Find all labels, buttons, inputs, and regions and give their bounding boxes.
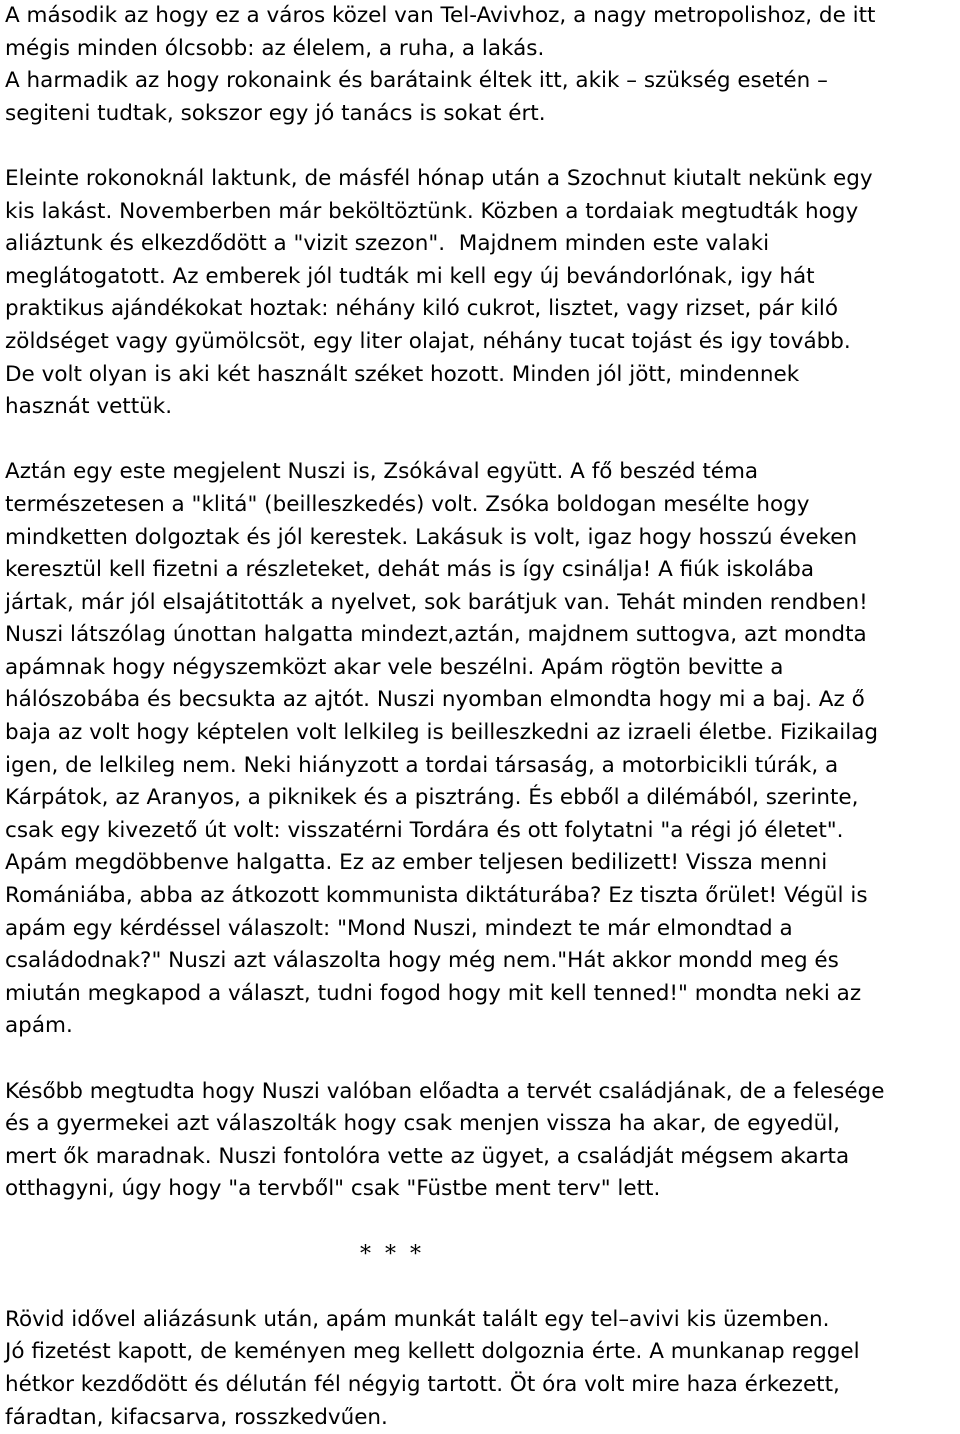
text-line: fáradtan, kifacsarva, rosszkedvűen. xyxy=(5,1404,388,1430)
text-line: A harmadik az hogy rokonaink és barátaink éltek itt, akik – szükség esetén – xyxy=(5,68,828,94)
text-line: apámnak hogy négyszemközt akar vele beszélni. Apám rögtön bevitte a xyxy=(5,654,784,680)
paragraph-reasons xyxy=(5,0,957,130)
text-line: Jó fizetést kapott, de keményen meg kellett dolgoznia érte. A munkanap reggel xyxy=(5,1339,860,1365)
text-line: apám. xyxy=(5,1013,73,1039)
text-line: mégis minden ólcsobb: az élelem, a ruha, a lakás. xyxy=(5,35,545,61)
text-line: keresztül kell fizetni a részleteket, dehát más is így csinálja! A fiúk iskolába xyxy=(5,557,815,583)
text-line: hálószobába és becsukta az ajtót. Nuszi nyomban elmondta hogy mi a baj. Az ő xyxy=(5,687,865,713)
text-line: aliáztunk és elkezdődött a "vizit szezon". Majdnem minden este valaki xyxy=(5,231,770,257)
text-line: baja az volt hogy képtelen volt lelkileg is beilleszkedni az izraeli életbe. Fizikailag xyxy=(5,720,879,746)
paragraph-gap xyxy=(5,424,957,457)
text-line: Később megtudta hogy Nuszi valóban előadta a tervét családjának, de a felesége xyxy=(5,1078,885,1104)
paragraph-gap xyxy=(5,1271,957,1304)
text-line: Rövid idővel aliázásunk után, apám munkát talált egy tel–avivi kis üzemben. xyxy=(5,1306,830,1332)
text-line: igen, de lelkileg nem. Neki hiányzott a tordai társaság, a motorbicikli túrák, a xyxy=(5,752,839,778)
text-line: mert ők maradnak. Nuszi fontolóra vette az ügyet, a családját mégsem akarta xyxy=(5,1143,850,1169)
text-line: hétkor kezdődött és délután fél négyig tartott. Öt óra volt mire haza érkezett, xyxy=(5,1371,840,1397)
paragraph-fathers-job xyxy=(5,1304,957,1434)
text-line: De volt olyan is aki két használt széket hozott. Minden jól jött, mindennek xyxy=(5,361,800,387)
text-line: Aztán egy este megjelent Nuszi is, Zsókával együtt. A fő beszéd téma xyxy=(5,459,759,485)
paragraph-gap xyxy=(5,130,957,163)
text-line: hasznát vettük. xyxy=(5,394,173,420)
paragraph-plan-outcome xyxy=(5,1076,957,1206)
text-line: miután megkapod a választ, tudni fogod hogy mit kell tenned!" mondta neki az xyxy=(5,980,862,1006)
text-line: Kárpátok, az Aranyos, a piknikek és a pisztráng. És ebből a dilémából, szerinte, xyxy=(5,785,859,811)
paragraph-first-home xyxy=(5,163,957,424)
text-line: segiteni tudtak, sokszor egy jó tanács is sokat ért. xyxy=(5,100,546,126)
text-line: jártak, már jól elsajátitották a nyelvet, sok barátjuk van. Tehát minden rendben! xyxy=(5,589,868,615)
paragraph-nuszi-visit xyxy=(5,456,957,1043)
text-line: zöldséget vagy gyümölcsöt, egy liter olajat, néhány tucat tojást és igy tovább. xyxy=(5,328,851,354)
text-line: mindketten dolgoztak és jól kerestek. Lakásuk is volt, igaz hogy hosszú éveken xyxy=(5,524,858,550)
text-line: Apám megdöbbenve halgatta. Ez az ember teljesen bedilizett! Vissza menni xyxy=(5,850,828,876)
paragraph-gap xyxy=(5,1043,957,1076)
text-line: Eleinte rokonoknál laktunk, de másfél hónap után a Szochnut kiutalt nekünk egy xyxy=(5,165,873,191)
text-line: családodnak?" Nuszi azt válaszolta hogy még nem."Hát akkor mondd meg és xyxy=(5,948,839,974)
text-line: apám egy kérdéssel válaszolt: "Mond Nuszi, mindezt te már elmondtad a xyxy=(5,915,793,941)
text-line: praktikus ajándékokat hoztak: néhány kiló cukrot, lisztet, vagy rizset, pár kiló xyxy=(5,296,839,322)
text-line: Nuszi látszólag únottan halgatta mindezt,aztán, majdnem suttogva, azt mondta xyxy=(5,622,867,648)
text-line: természetesen a "klitá" (beilleszkedés) volt. Zsóka boldogan mesélte hogy xyxy=(5,491,810,517)
text-line: meglátogatott. Az emberek jól tudták mi kell egy új bevándorlónak, igy hát xyxy=(5,263,815,289)
document-page xyxy=(5,0,957,1434)
paragraph-gap xyxy=(5,1206,957,1239)
section-separator: * * * xyxy=(360,1241,421,1267)
text-line: Romániába, abba az átkozott kommunista diktáturába? Ez tiszta őrület! Végül is xyxy=(5,883,868,909)
text-line: csak egy kivezető út volt: visszatérni Tordára és ott folytatni "a régi jó életet". xyxy=(5,817,844,843)
text-line: otthagyni, úgy hogy "a tervből" csak "Füstbe ment terv" lett. xyxy=(5,1176,661,1202)
text-line: A második az hogy ez a város közel van Tel-Avivhoz, a nagy metropolishoz, de itt xyxy=(5,3,876,28)
text-line: és a gyermekei azt válaszolták hogy csak menjen vissza ha akar, de egyedül, xyxy=(5,1111,841,1137)
text-line: kis lakást. Novemberben már beköltöztünk. Közben a tordaiak megtudták hogy xyxy=(5,198,859,224)
